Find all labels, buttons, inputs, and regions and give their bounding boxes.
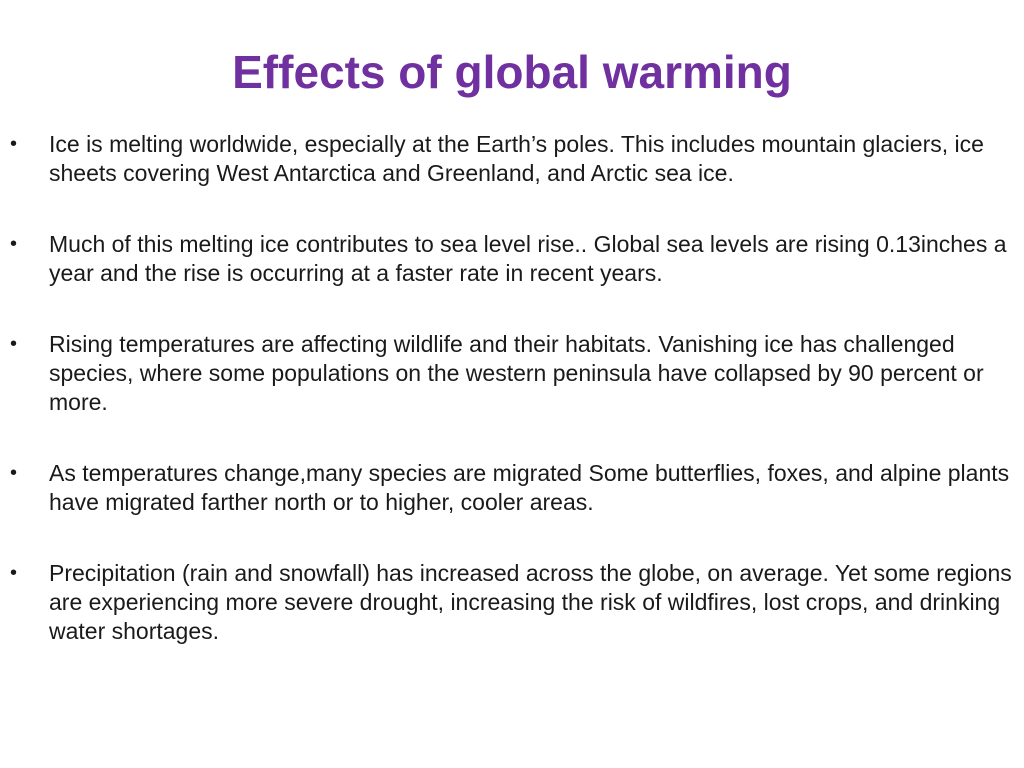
bullet-icon: •: [10, 462, 18, 484]
bullet-item-precipitation: [10, 559, 1012, 646]
bullet-text: As temperatures change,many species are migrated Some butterflies, foxes, and alpine plants have migrated farther north or to higher, cooler areas.: [49, 460, 1010, 515]
bullet-icon: •: [10, 233, 18, 255]
bullet-text: Precipitation (rain and snowfall) has increased across the globe, on average. Yet some regions are experiencing more severe drought, increasing the risk of wildfires, lost crops, and drinking water shortages.: [49, 560, 1012, 644]
bullet-item-ice-melting: [10, 130, 1012, 188]
bullet-item-wildlife: [10, 330, 1012, 417]
bullet-text: Ice is melting worldwide, especially at the Earth’s poles. This includes mountain glaciers, ice sheets covering West Antarctica and Greenland, and Arctic sea ice.: [49, 131, 984, 186]
bullet-text: Rising temperatures are affecting wildlife and their habitats. Vanishing ice has challenged species, where some populations on the western peninsula have collapsed by 90 percent or more.: [49, 331, 984, 415]
bullet-icon: •: [10, 562, 18, 584]
bullet-item-sea-level: [10, 230, 1012, 288]
bullet-text: Much of this melting ice contributes to sea level rise.. Global sea levels are rising 0.13inches a year and the rise is occurring at a faster rate in recent years.: [49, 231, 1007, 286]
bullet-list: [10, 130, 1012, 688]
bullet-icon: •: [10, 333, 18, 355]
bullet-item-migration: [10, 459, 1012, 517]
bullet-icon: •: [10, 133, 18, 155]
slide-title: Effects of global warming: [232, 46, 792, 98]
